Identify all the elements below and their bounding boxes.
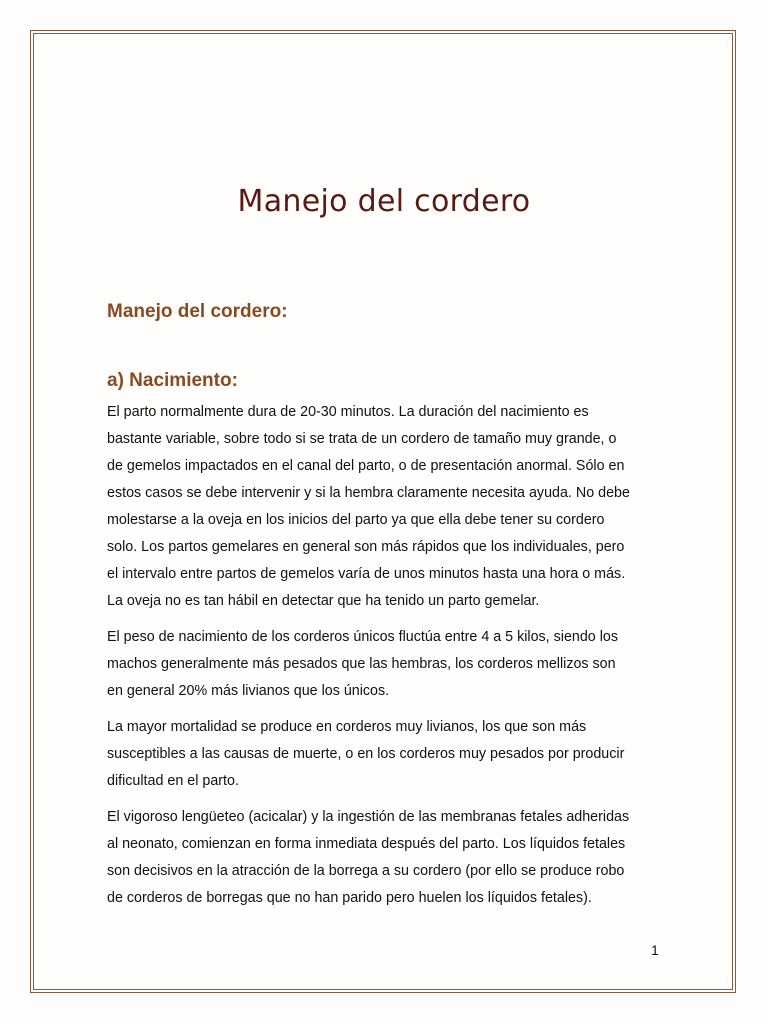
page-number: 1: [651, 942, 659, 958]
document-title: Manejo del cordero: [237, 184, 531, 219]
paragraph-1: El parto normalmente dura de 20-30 minutos. La duración del nacimiento es bastante variable, sobre todo si se trata de un cordero de tamaño muy grande, o de gemelos impactados en el canal del parto, o de presentación anormal. Sólo en estos casos se debe intervenir y si la hembra claramente necesita ayuda. No debe molestarse a la oveja en los inicios del parto ya que ella debe tener su cordero solo. Los partos gemelares en general son más rápidos que los individuales, pero el intervalo entre partos de gemelos varía de unos minutos hasta una hora o más. La oveja no es tan hábil en detectar que ha tenido un parto gemelar.: [107, 404, 630, 609]
body-text: [107, 399, 667, 921]
paragraph-4: El vigoroso lengüeteo (acicalar) y la ingestión de las membranas fetales adheridas al neonato, comienzan en forma inmediata después del parto. Los líquidos fetales son decisivos en la atracción de la borrega a su cordero (por ello se produce robo de corderos de borregas que no han parido pero huelen los líquidos fetales).: [107, 809, 630, 906]
subsection-heading: a) Nacimiento:: [107, 370, 238, 391]
paragraph-3: La mayor mortalidad se produce en corderos muy livianos, los que son más susceptibles a las causas de muerte, o en los corderos muy pesados por producir dificultad en el parto.: [107, 719, 625, 789]
paragraph-2: El peso de nacimiento de los corderos únicos fluctúa entre 4 a 5 kilos, siendo los machos generalmente más pesados que las hembras, los corderos mellizos son en general 20% más livianos que los únicos.: [107, 629, 619, 699]
section-heading: Manejo del cordero:: [107, 301, 288, 322]
